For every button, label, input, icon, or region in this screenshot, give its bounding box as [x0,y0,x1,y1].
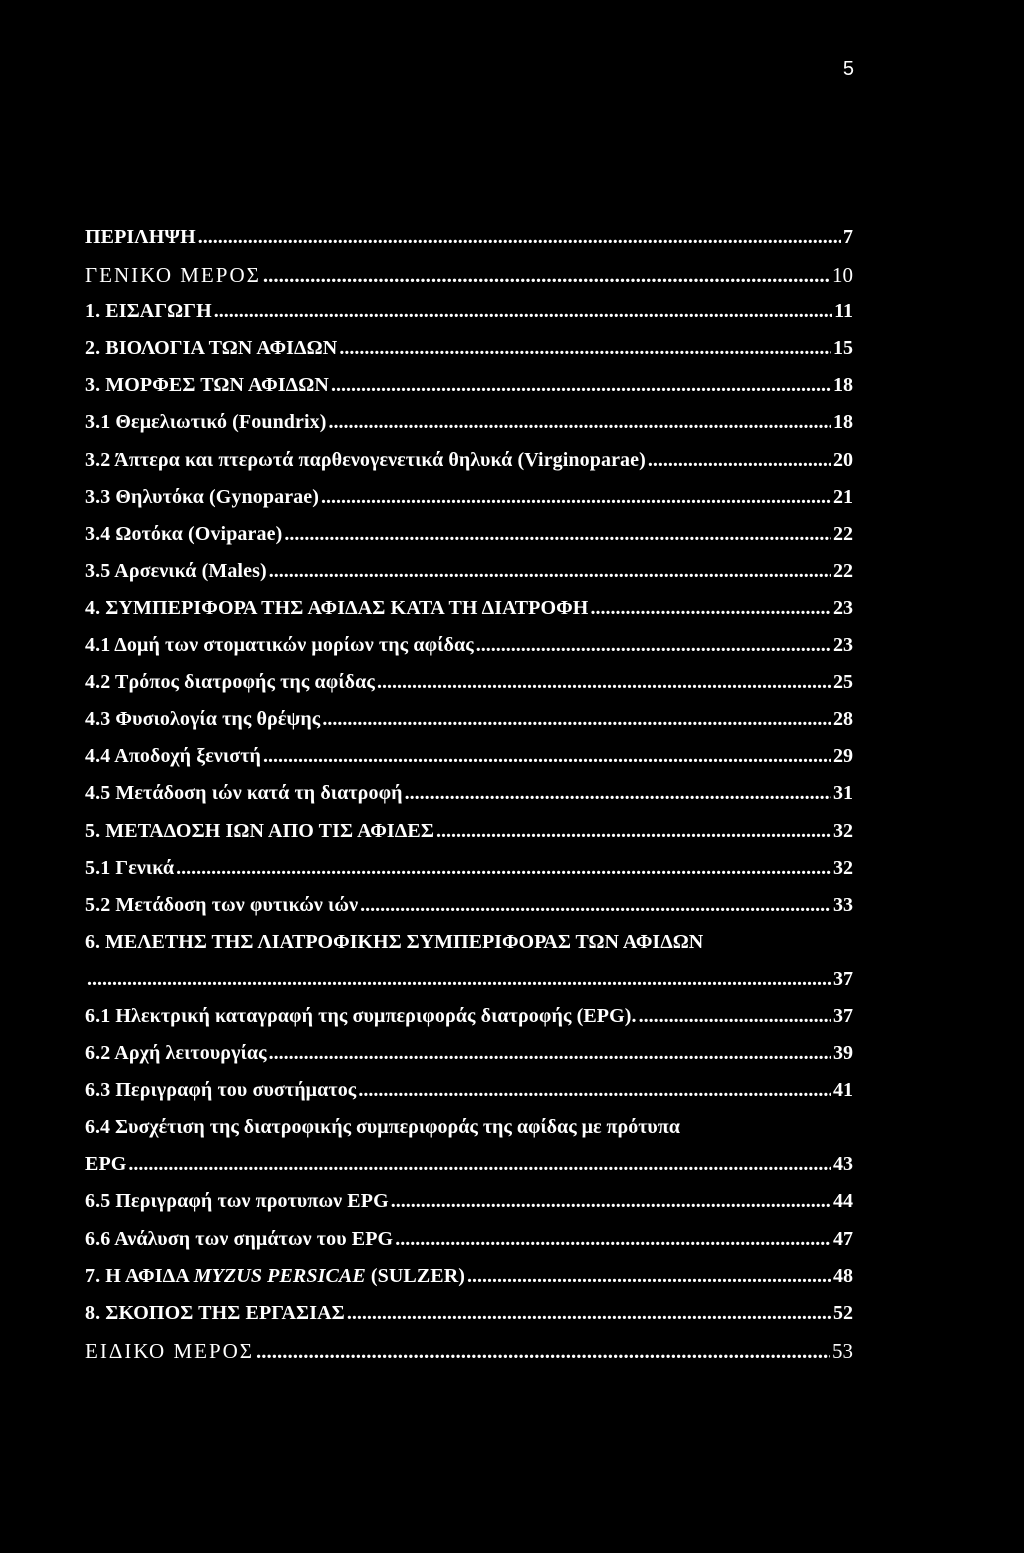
toc-entry-page: 37 [833,967,853,990]
toc-entry[interactable] [85,226,853,263]
toc-entry-title: 6.2 Αρχή λειτουργίας [85,1042,267,1065]
toc-entry[interactable] [85,634,853,671]
toc-dot-leader [590,597,831,620]
toc-entry[interactable] [85,1079,853,1116]
toc-entry-title: 4.2 Τρόπος διατροφής της αφίδας [85,671,375,694]
toc-entry[interactable] [85,1005,853,1042]
toc-entry-page: 53 [832,1338,853,1363]
toc-entry-page: 15 [833,337,853,360]
toc-entry[interactable] [85,560,853,597]
toc-entry-title: 6.6 Ανάλυση των σημάτων του EPG [85,1227,394,1250]
toc-entry-title: 1. ΕΙΣΑΓΩΓΗ [85,300,212,323]
toc-entry-title: 4.3 Φυσιολογία της θρέψης [85,708,321,731]
toc-dot-leader [377,671,831,694]
toc-entry[interactable] [85,411,853,448]
toc-entry-title: 3.4 Ωοτόκα (Oviparae) [85,522,283,545]
toc-entry-title: 4. ΣΥΜΠΕΡΙΦΟΡΑ ΤΗΣ ΑΦΙΔΑΣ ΚΑΤΑ ΤΗ ΔΙΑΤΡΟΦΗ [85,596,589,619]
toc-entry-page: 11 [834,300,853,323]
toc-entry[interactable] [85,857,853,894]
toc-dot-leader [648,449,831,472]
toc-entry[interactable] [85,1302,853,1339]
toc-entry-title: 2. ΒΙΟΛΟΓΙΑ ΤΩΝ ΑΦΙΔΩΝ [85,337,338,360]
toc-entry[interactable] [85,486,853,523]
toc-entry-page: 7 [843,226,853,248]
toc-entry-title-line: 6. ΜΕΛΕΤΗΣ ΤΗΣ ΛΙΑΤΡΟΦΙΚΗΣ ΣΥΜΠΕΡΙΦΟΡΑΣ ΤΩΝ ΑΦΙΔΩΝ [85,930,704,953]
toc-entry-page: 18 [833,411,853,434]
toc-dot-leader [321,486,831,509]
toc-entry[interactable] [85,300,853,337]
toc-dot-leader [347,1302,831,1325]
toc-entry[interactable] [85,523,853,560]
toc-dot-leader [405,782,831,805]
toc-dot-leader [331,374,831,397]
toc-entry-page: 23 [833,596,853,619]
toc-entry[interactable] [85,263,853,300]
toc-entry-title: 4.5 Μετάδοση ιών κατά τη διατροφή [85,782,403,805]
toc-dot-leader [329,411,831,434]
toc-entry-title: 4.4 Αποδοχή ξενιστή [85,745,261,768]
toc-dot-leader [256,1339,830,1364]
toc-entry-title: 6.5 Περιγραφή των προτυπων EPG [85,1190,389,1213]
toc-dot-leader [436,820,831,843]
toc-dot-leader [322,708,831,731]
toc-entry-page: 20 [833,448,853,471]
toc-entry-page: 47 [833,1227,853,1250]
toc-entry[interactable] [85,820,853,857]
page-number: 5 [842,58,854,80]
toc-entry-page: 41 [833,1079,853,1102]
toc-entry[interactable] [85,1042,853,1079]
toc-dot-leader [358,1079,831,1102]
toc-dot-leader [176,857,831,880]
toc-entry-title-line: 6.4 Συσχέτιση της διατροφικής συμπεριφοράς της αφίδας με πρότυπα [85,1116,680,1139]
toc-entry-page: 33 [833,893,853,916]
toc-dot-leader [214,300,832,323]
toc-entry[interactable] [85,894,853,931]
toc-entry[interactable] [85,671,853,708]
toc-dot-leader [269,560,831,583]
toc-entry-title-italic: MYZUS PERSICAE [193,1264,366,1287]
toc-dot-leader [476,634,831,657]
toc-dot-leader [339,337,831,360]
toc-entry-title: ΠΕΡΙΛΗΨΗ [85,226,196,248]
toc-entry-title: 3.3 Θηλυτόκα (Gynoparae) [85,485,320,508]
toc-entry[interactable] [85,1265,853,1302]
toc-entry-title: 3.1 Θεμελιωτικό (Foundrix) [85,411,327,434]
toc-entry-title: 5.2 Μετάδοση των φυτικών ιών [85,893,359,916]
toc-entry-title: 5.1 Γενικά [85,856,175,879]
toc-entry-page: 32 [833,856,853,879]
toc-entry-title: 6.3 Περιγραφή του συστήματος [85,1079,357,1102]
toc-dot-leader [391,1190,831,1213]
toc-entry-title: ΕΙΔΙΚΟ ΜΕΡΟΣ [85,1338,255,1363]
toc-entry-page: 21 [833,485,853,508]
toc-entry-page: 52 [833,1301,853,1324]
toc-entry[interactable] [85,597,853,634]
toc-entry-title: ΓΕΝΙΚΟ ΜΕΡΟΣ [85,263,261,288]
toc-dot-leader [639,1005,831,1028]
toc-entry[interactable] [85,374,853,411]
toc-dot-leader [87,968,831,991]
toc-entry[interactable] [85,708,853,745]
toc-entry-page: 28 [833,708,853,731]
toc-entry-title: EPG [85,1153,127,1176]
toc-dot-leader [269,1042,831,1065]
toc-entry-title: 4.1 Δομή των στοματικών μορίων της αφίδας [85,634,474,657]
toc-entry-page: 39 [833,1042,853,1065]
toc-entry-page: 31 [833,782,853,805]
toc-entry-page: 23 [833,634,853,657]
toc-entry-page: 43 [833,1153,853,1176]
toc-dot-leader [395,1228,831,1251]
toc-entry-title: 8. ΣΚΟΠΟΣ ΤΗΣ ΕΡΓΑΣΙΑΣ [85,1301,345,1324]
toc-entry-page: 48 [833,1264,853,1287]
toc-entry-title: 3.5 Αρσενικά (Males) [85,559,267,582]
toc-entry[interactable] [85,1339,853,1376]
toc-entry-page: 10 [832,263,853,288]
table-of-contents [85,226,853,1376]
toc-dot-leader [467,1265,831,1288]
toc-entry[interactable] [85,1153,853,1190]
toc-dot-leader [284,523,831,546]
toc-dot-leader [263,745,831,768]
toc-entry-page: 29 [833,745,853,768]
toc-entry[interactable] [85,745,853,782]
toc-entry[interactable] [85,1190,853,1227]
toc-dot-leader [198,226,841,249]
toc-entry-page: 44 [833,1190,853,1213]
toc-entry-title: 5. ΜΕΤΑΔΟΣΗ ΙΩΝ ΑΠΟ ΤΙΣ ΑΦΙΔΕΣ [85,819,435,842]
toc-entry[interactable] [85,449,853,486]
toc-entry-page: 22 [833,559,853,582]
toc-dot-leader [263,263,830,288]
toc-entry-title-tail: (SULZER) [365,1264,466,1287]
toc-entry[interactable] [85,782,853,819]
toc-entry-title: 3. ΜΟΡΦΕΣ ΤΩΝ ΑΦΙΔΩΝ [85,374,329,397]
toc-entry-page: 32 [833,819,853,842]
toc-dot-leader [360,894,831,917]
toc-entry-title: 7. Η ΑΦΙΔΑ MYZUS PERSICAE (SULZER) [85,1264,466,1287]
toc-entry-title: 3.2 Άπτερα και πτερωτά παρθενογενετικά θηλυκά (Virginoparae) [85,448,646,471]
toc-entry-page: 22 [833,522,853,545]
toc-entry[interactable] [85,337,853,374]
toc-entry-page: 18 [833,374,853,397]
toc-entry-page: 37 [833,1004,853,1027]
toc-entry-title: 6.1 Ηλεκτρική καταγραφή της συμπεριφοράς διατροφής (EPG). [85,1004,637,1027]
toc-entry[interactable] [85,1228,853,1265]
toc-entry[interactable] [85,968,853,1005]
toc-entry-page: 25 [833,671,853,694]
toc-dot-leader [128,1153,831,1176]
